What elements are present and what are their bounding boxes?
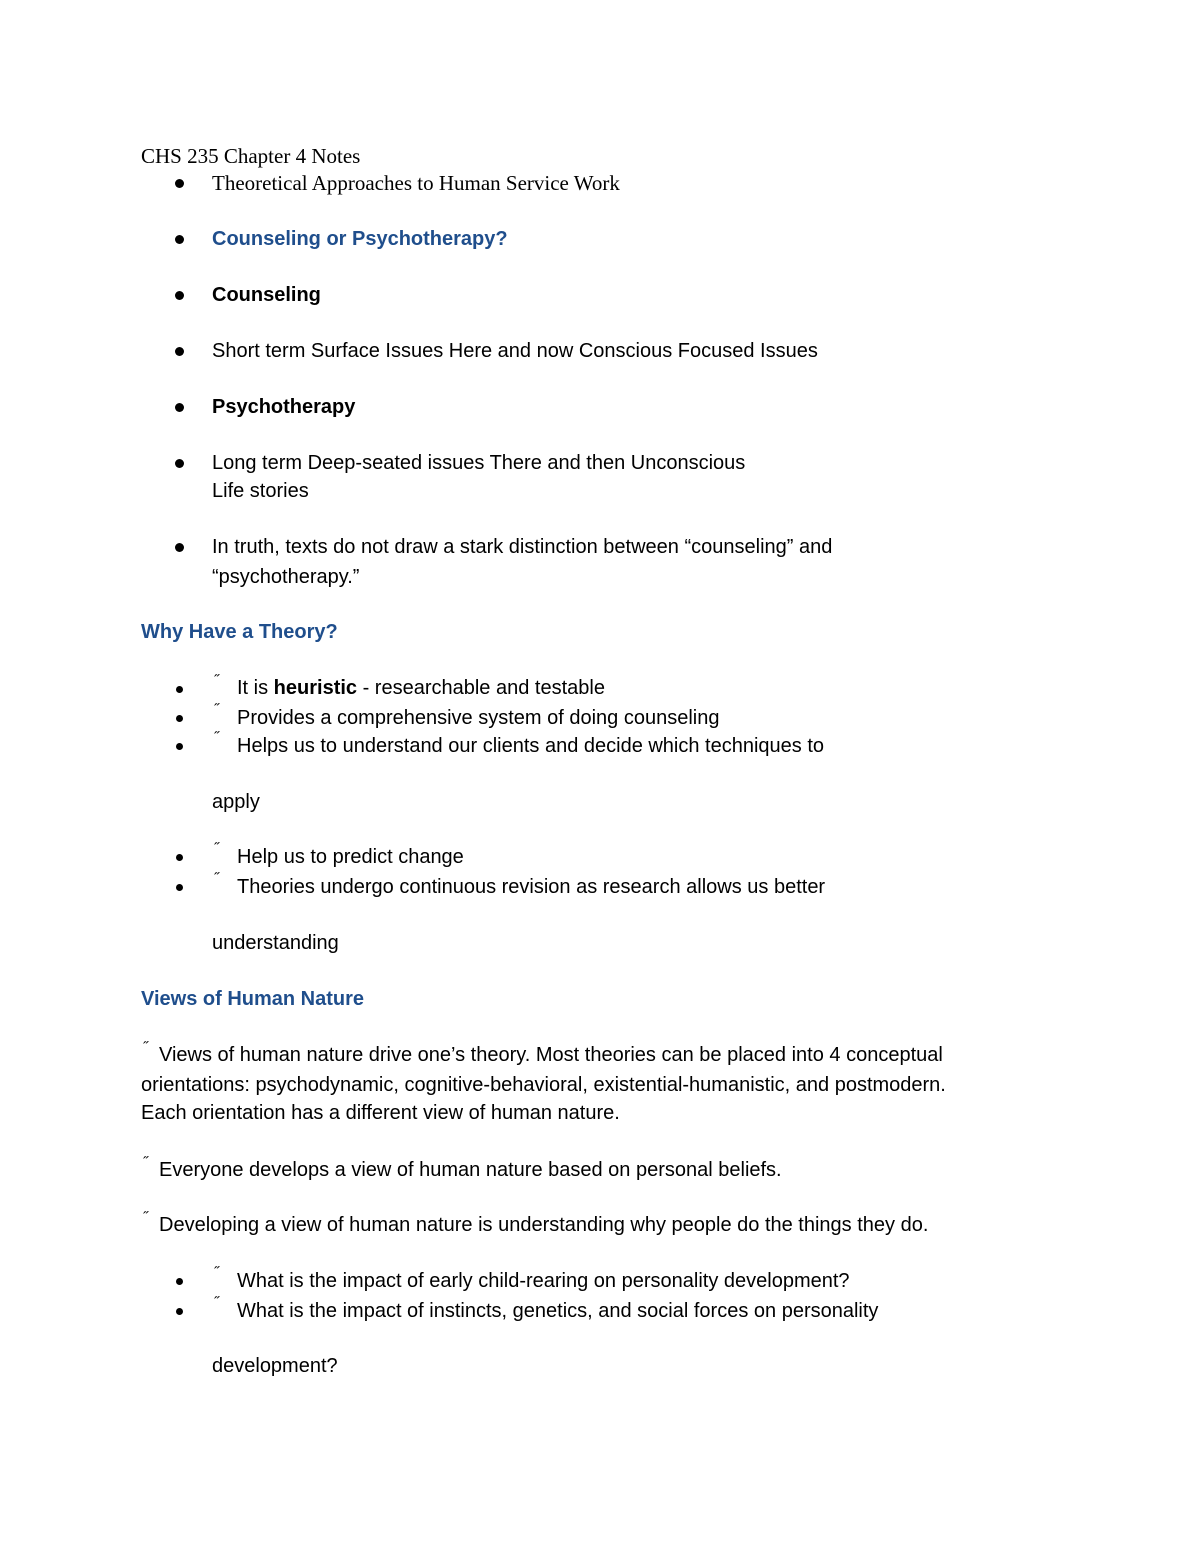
document-title: CHS 235 Chapter 4 Notes <box>141 144 361 168</box>
tick-mark: ˝ <box>214 1294 219 1311</box>
bullet <box>175 347 184 356</box>
bullet <box>176 884 183 891</box>
views-paragraph-line1: Views of human nature drive one’s theory. Most theories can be placed into 4 conceptual <box>159 1044 943 1066</box>
bullet <box>175 543 184 552</box>
bullet <box>176 743 183 750</box>
bullet <box>176 1278 183 1285</box>
bullet <box>175 403 184 412</box>
section-heading-views-of-human-nature: Views of Human Nature <box>141 988 365 1010</box>
tick-mark: ˝ <box>214 840 219 857</box>
theory-item-predict: Help us to predict change <box>237 846 464 868</box>
theory-item-heuristic <box>237 676 605 700</box>
tick-mark: ˝ <box>214 729 219 746</box>
psychotherapy-label: Psychotherapy <box>212 396 356 418</box>
item-text: It is <box>237 677 274 699</box>
bullet <box>175 235 184 244</box>
tick-mark: ˝ <box>143 1154 148 1171</box>
tick-mark: ˝ <box>214 870 219 887</box>
psychotherapy-description-line2: Life stories <box>212 480 309 502</box>
counseling-label: Counseling <box>212 284 321 306</box>
tick-mark: ˝ <box>214 1264 219 1281</box>
theory-item-revision-line1: Theories undergo continuous revision as research allows us better <box>237 876 826 898</box>
tick-mark: ˝ <box>214 701 219 718</box>
psychotherapy-description-line1: Long term Deep-seated issues There and then Unconscious <box>212 452 746 474</box>
theory-item-understand-line1: Helps us to understand our clients and decide which techniques to <box>237 735 825 757</box>
theory-item-understand-line2: apply <box>212 791 260 813</box>
views-paragraph-line2: orientations: psychodynamic, cognitive-behavioral, existential-humanistic, and postmodern. <box>141 1074 946 1096</box>
intro-item: Theoretical Approaches to Human Service Work <box>212 171 620 195</box>
bullet <box>176 854 183 861</box>
bullet <box>175 459 184 468</box>
question-instincts-line1: What is the impact of instincts, genetics, and social forces on personality <box>237 1300 879 1322</box>
tick-mark: ˝ <box>214 672 219 689</box>
views-paragraph-why-people: Developing a view of human nature is understanding why people do the things they do. <box>159 1214 929 1236</box>
bullet <box>176 686 183 693</box>
question-child-rearing: What is the impact of early child-rearing on personality development? <box>237 1270 850 1292</box>
item-text: - researchable and testable <box>357 677 605 699</box>
theory-item-comprehensive: Provides a comprehensive system of doing counseling <box>237 707 720 729</box>
bullet <box>175 179 184 188</box>
bullet <box>175 291 184 300</box>
tick-mark: ˝ <box>143 1039 148 1056</box>
views-paragraph-personal-beliefs: Everyone develops a view of human nature based on personal beliefs. <box>159 1159 782 1181</box>
bullet <box>176 1308 183 1315</box>
theory-item-revision-line2: understanding <box>212 932 339 954</box>
views-paragraph-line3: Each orientation has a different view of human nature. <box>141 1102 620 1124</box>
heuristic-term: heuristic <box>273 677 358 699</box>
question-instincts-line2: development? <box>212 1355 338 1377</box>
truth-line2: “psychotherapy.” <box>212 566 360 588</box>
truth-line1: In truth, texts do not draw a stark distinction between “counseling” and <box>212 536 833 558</box>
counseling-description: Short term Surface Issues Here and now Conscious Focused Issues <box>212 340 818 362</box>
tick-mark: ˝ <box>143 1209 148 1226</box>
section-heading-counseling-or-psychotherapy: Counseling or Psychotherapy? <box>212 228 508 250</box>
section-heading-why-have-a-theory: Why Have a Theory? <box>141 621 338 643</box>
bullet <box>176 715 183 722</box>
